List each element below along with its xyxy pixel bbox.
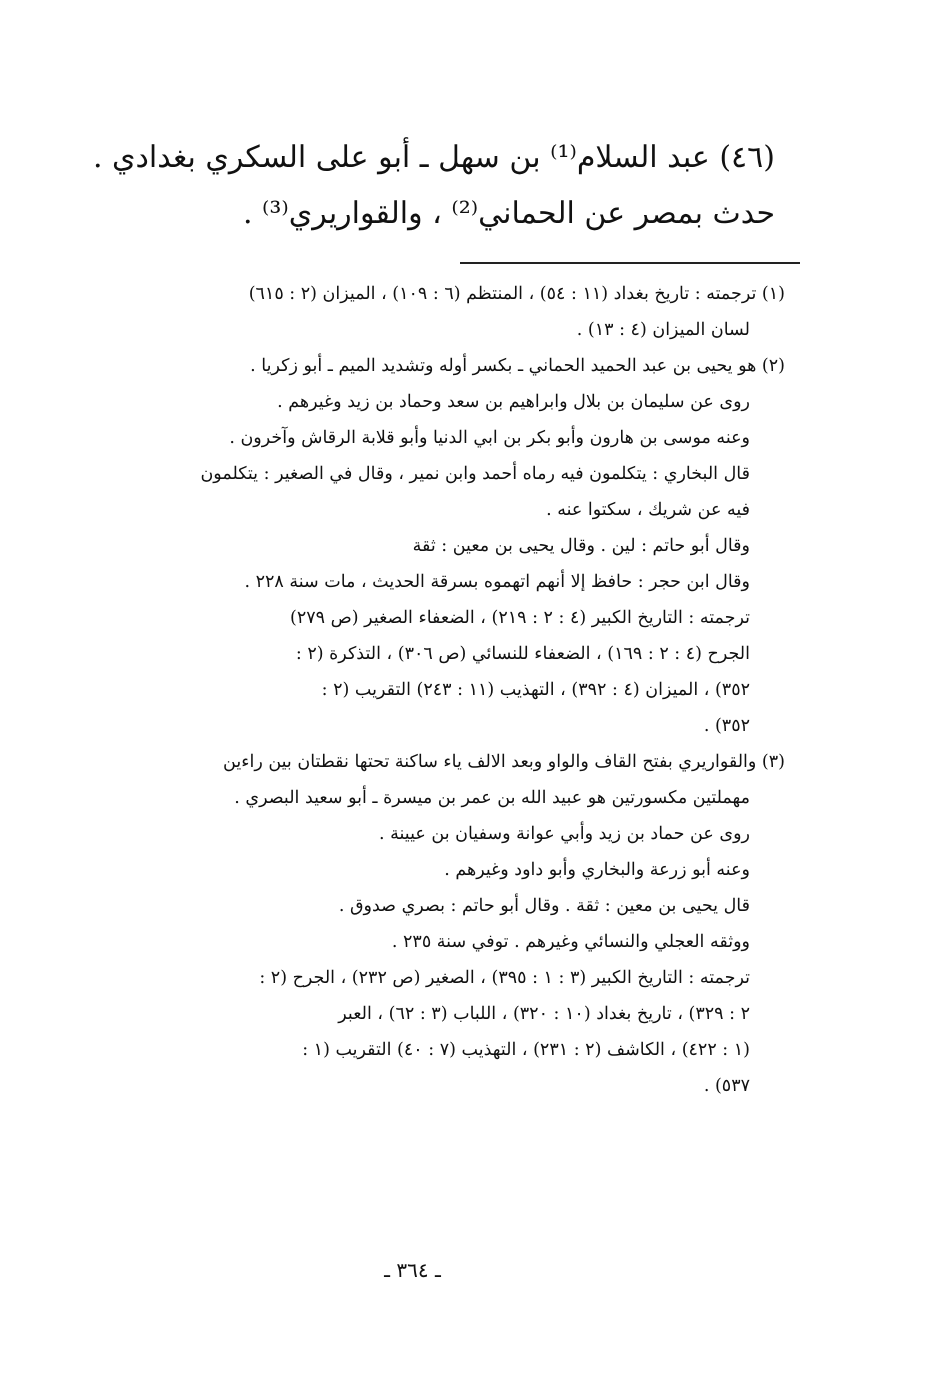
- footnote-3-line: ترجمته : التاريخ الكبير (٣ : ١ : ٣٩٥) ، الصغير (ص ٢٣٢) ، الجرح (٢ :: [259, 968, 750, 988]
- footnote-3-line: (٣) والقواريري بفتح القاف والواو وبعد الالف ياء ساكنة تحتها نقطتان بين راءين: [223, 752, 785, 772]
- footnote-3-line: ٥٣٧) .: [703, 1076, 750, 1096]
- footnote-2-line: (٢) هو يحيى بن عبد الحميد الحماني ـ بكسر أوله وتشديد الميم ـ أبو زكريا .: [250, 356, 785, 376]
- footnote-1-line: (١) ترجمته : تاريخ بغداد (١١ : ٥٤) ، المنتظم (٦ : ١٠٩) ، الميزان (٢ : ٦١٥): [248, 284, 785, 304]
- footnotes: [75, 276, 785, 1104]
- page-number-text: ـ ٣٦٤ ـ: [384, 1258, 441, 1282]
- footnote-2-line: وعنه موسى بن هارون وأبو بكر بن ابي الدنيا وأبو قلابة الرقاش وآخرون .: [229, 428, 750, 448]
- footnote-3-line: قال يحيى بن معين : ثقة . وقال أبو حاتم : بصري صدوق .: [338, 896, 750, 916]
- footnote-separator: [460, 262, 800, 264]
- entry-line-1: (٤٦) عبد السلام⁽¹⁾ بن سهل ـ أبو على السكري بغدادي .: [92, 140, 775, 175]
- footnote-3-line: ٢ : ٣٢٩) ، تاريخ بغداد (١٠ : ٣٢٠) ، اللباب (٣ : ٦٢) ، العبر: [338, 1004, 750, 1024]
- entry-line-2: حدث بمصر عن الحماني⁽²⁾ ، والقواريري⁽³⁾ .: [242, 196, 775, 231]
- footnote-2-line: فيه عن شريك ، سكتوا عنه .: [546, 500, 750, 520]
- footnote-1-line: لسان الميزان (٤ : ١٣) .: [576, 320, 750, 340]
- footnote-2-line: ترجمته : التاريخ الكبير (٤ : ٢ : ٢١٩) ، الضعفاء الصغير (ص ٢٧٩): [290, 608, 750, 628]
- footnote-2-line: وقال ابن حجر : حافظ إلا أنهم اتهموه بسرقة الحديث ، مات سنة ٢٢٨ .: [244, 572, 750, 592]
- footnote-3-line: روى عن حماد بن زيد وأبي عوانة وسفيان بن عيينة .: [379, 824, 750, 844]
- footnote-2-line: ٣٥٢) .: [703, 716, 750, 736]
- footnote-3-line: وعنه أبو زرعة والبخاري وأبو داود وغيرهم .: [444, 860, 750, 880]
- footnote-2-line: وقال أبو حاتم : لين . وقال يحيى بن معين : ثقة: [412, 536, 750, 556]
- footnote-2-line: قال البخاري : يتكلمون فيه رماه أحمد وابن نمير ، وقال في الصغير : يتكلمون: [200, 464, 750, 484]
- footnote-2-line: الجرح (٤ : ٢ : ١٦٩) ، الضعفاء للنسائي (ص ٣٠٦) ، التذكرة (٢ :: [295, 644, 750, 664]
- footnote-3-line: ووثقه العجلي والنسائي وغيرهم . توفي سنة ٢٣٥ .: [391, 932, 750, 952]
- page-number: [0, 1258, 925, 1282]
- footnote-3-line: مهملتين مكسورتين هو عبيد الله بن عمر بن ميسرة ـ أبو سعيد البصري .: [234, 788, 750, 808]
- entry-text: [92, 130, 775, 242]
- footnote-2-line: روى عن سليمان بن بلال وابراهيم بن سعد وحماد بن زيد وغيرهم .: [277, 392, 750, 412]
- footnote-3-line: (١ : ٤٢٢) ، الكاشف (٢ : ٢٣١) ، التهذيب (٧ : ٤٠) التقريب (١ :: [302, 1040, 750, 1060]
- footnote-2-line: ٣٥٢) ، الميزان (٤ : ٣٩٢) ، التهذيب (١١ : ٢٤٣) التقريب (٢ :: [321, 680, 750, 700]
